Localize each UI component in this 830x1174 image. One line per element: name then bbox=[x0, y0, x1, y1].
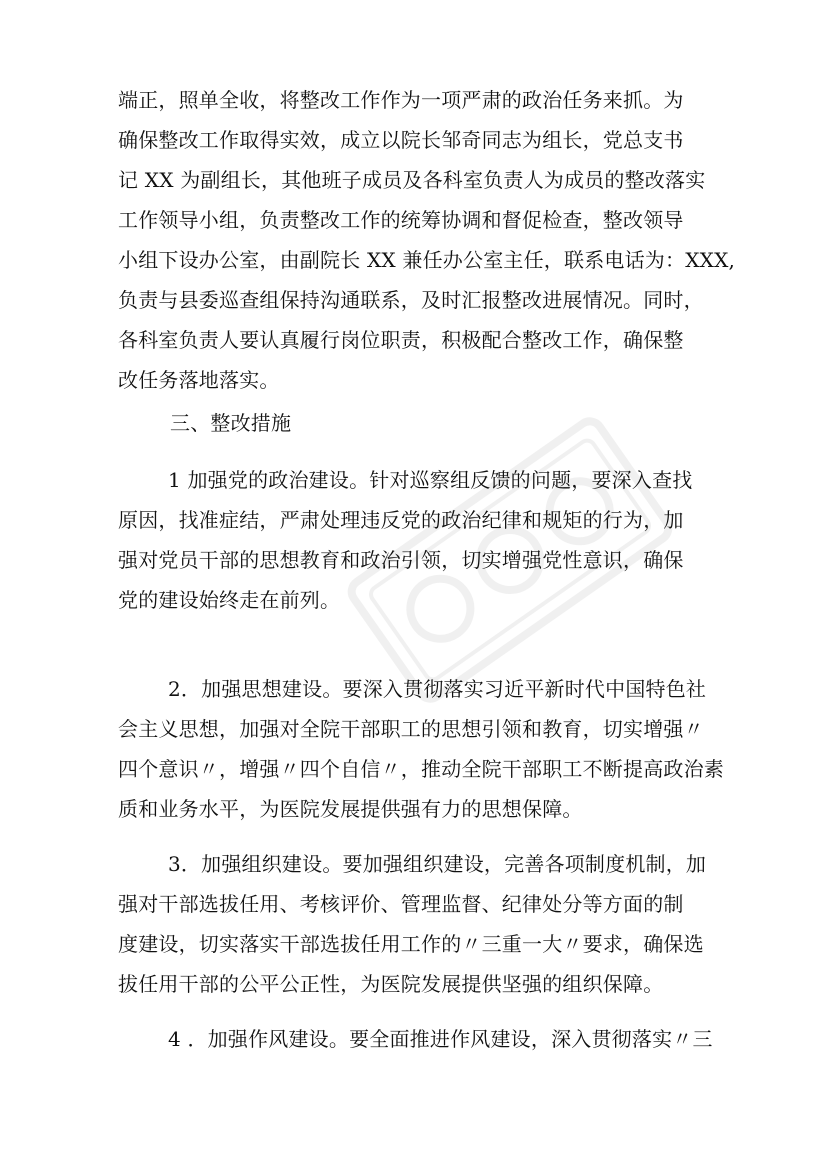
text-line: 会主义思想，加强对全院干部职工的思想引领和教育，切实增强〃 bbox=[118, 717, 704, 741]
text-line: 各科室负责人要认真履行岗位职责，积极配合整改工作，确保整 bbox=[118, 328, 684, 352]
text-line: 强对干部选拔任用、考核评价、管理监督、纪律处分等方面的制 bbox=[118, 892, 684, 916]
paragraph-organizational-building bbox=[118, 844, 718, 1004]
text-line: 确保整改工作取得实效，成立以院长邹奇同志为组长，党总支书 bbox=[118, 128, 684, 152]
text-line: 拔任用干部的公平公正性，为医院发展提供坚强的组织保障。 bbox=[118, 972, 664, 996]
text-line: 四个意识〃，增强〃四个自信〃，推动全院干部职工不断提高政治素 bbox=[118, 757, 724, 781]
section-heading: 三、整改措施 bbox=[170, 411, 292, 435]
paragraph-ideological-building bbox=[118, 669, 724, 829]
text-line: 改任务落地落实。 bbox=[118, 368, 280, 392]
text-line: 强对党员干部的思想教育和政治引领，切实增强党性意识，确保 bbox=[118, 548, 684, 572]
paragraph-work-style-building bbox=[118, 1019, 718, 1059]
text-line: 工作领导小组，负责整改工作的统筹协调和督促检查，整改领导 bbox=[118, 208, 684, 232]
text-line: 度建设，切实落实干部选拔任用工作的〃三重一大〃要求，确保选 bbox=[118, 932, 704, 956]
text-line: 小组下设办公室，由副院长 XX 兼任办公室主任，联系电话为：XXX, bbox=[118, 248, 736, 272]
text-line: 质和业务水平，为医院发展提供强有力的思想保障。 bbox=[118, 797, 583, 821]
text-line: 4 ．加强作风建设。要全面推进作风建设，深入贯彻落实〃三 bbox=[168, 1027, 713, 1051]
text-line: 党的建设始终走在前列。 bbox=[118, 588, 341, 612]
text-line: 负责与县委巡查组保持沟通联系，及时汇报整改进展情况。同时， bbox=[118, 288, 704, 312]
text-line: 1 加强党的政治建设。针对巡察组反馈的问题，要深入查找 bbox=[168, 468, 693, 492]
text-line: 原因，找准症结，严肃处理违反党的政治纪律和规矩的行为，加 bbox=[118, 508, 684, 532]
paragraph-political-building bbox=[118, 460, 718, 620]
text-line: 端正，照单全收，将整改工作作为一项严肃的政治任务来抓。为 bbox=[118, 88, 684, 112]
paragraph-leadership-group bbox=[118, 80, 736, 443]
text-line: 3．加强组织建设。要加强组织建设，完善各项制度机制，加 bbox=[168, 852, 707, 876]
text-line: 记 XX 为副组长，其他班子成员及各科室负责人为成员的整改落实 bbox=[118, 168, 706, 192]
text-line: 2．加强思想建设。要深入贯彻落实习近平新时代中国特色社 bbox=[168, 677, 707, 701]
